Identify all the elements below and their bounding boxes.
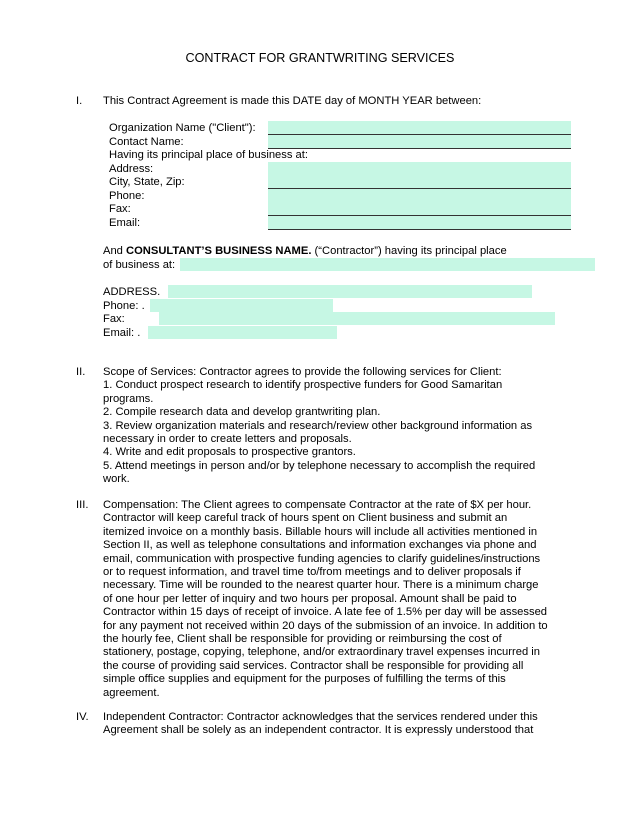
consultant-business-name: CONSULTANT’S BUSINESS NAME. — [126, 245, 312, 257]
client-address-field[interactable] — [268, 162, 571, 176]
consultant-business-place-field[interactable] — [180, 258, 595, 271]
client-city-state-zip-label: City, State, Zip: — [109, 176, 185, 188]
section-1-intro: This Contract Agreement is made this DATE day of MONTH YEAR between: — [103, 95, 482, 107]
section-3-line: agreement. — [103, 686, 160, 699]
contractor-address-label: ADDRESS. — [103, 286, 161, 298]
consultant-prefix: And — [103, 245, 127, 257]
section-2-line: 3. Review organization materials and research/review other background information as — [103, 419, 533, 432]
contractor-address-field[interactable] — [168, 285, 532, 298]
section-2-line: 5. Attend meetings in person and/or by telephone necessary to accomplish the required — [103, 459, 536, 472]
section-2-line: programs. — [103, 392, 154, 405]
section-4-line: Independent Contractor: Contractor acknowledges that the services rendered under this — [103, 711, 538, 723]
section-3-line: stationery, postage, copying, telephone, and/or extraordinary travel expenses incurred in — [103, 646, 540, 659]
consultant-business-place-label: of business at: — [103, 259, 176, 271]
section-4-line: Agreement shall be solely as an independent contractor. It is expressly understood that — [103, 724, 534, 737]
contractor-email-label: Email: . — [103, 326, 141, 339]
section-2-scope-of-services — [103, 366, 563, 487]
section-3-line: itemized invoice on a monthly basis. Billable hours will include all activities mentioned in — [103, 525, 538, 538]
client-contact-name-field[interactable] — [268, 135, 571, 149]
section-3-line: Compensation: The Client agrees to compensate Contractor at the rate of $X per hour. — [103, 499, 532, 511]
consultant-statement — [103, 245, 507, 258]
client-fax-field[interactable] — [268, 202, 571, 216]
section-2-line: 1. Conduct prospect research to identify prospective funders for Good Samaritan — [103, 379, 503, 392]
client-email-field[interactable] — [268, 216, 571, 230]
contractor-fax-field[interactable] — [159, 312, 555, 325]
section-3-line: Contractor will keep careful track of hours spent on Client business and submit an — [103, 512, 508, 525]
contractor-phone-label: Phone: . — [103, 299, 145, 312]
section-2-line: 4. Write and edit proposals to prospective grantors. — [103, 446, 356, 459]
section-3-line: the course of providing said services. Contractor shall be responsible for providing all — [103, 659, 524, 672]
section-3-number: III. — [76, 499, 89, 511]
section-2-number: II. — [76, 366, 86, 378]
section-1-number: I. — [76, 95, 83, 107]
client-fax-label: Fax: — [109, 203, 131, 215]
section-3-line: for any payment not received within 20 days of the submission of an invoice. In addition to — [103, 619, 548, 632]
section-3-line: or to request information, and travel time to/from meetings and to deliver proposals if — [103, 566, 521, 579]
section-3-line: necessary. Time will be rounded to the nearest quarter hour. There is a minimum charge — [103, 579, 539, 592]
section-2-line: work. — [103, 473, 130, 486]
section-3-line: simple office supplies and equipment for the purposes of fulfilling the terms of this — [103, 673, 506, 686]
contractor-fax-label: Fax: — [103, 313, 125, 325]
client-phone-label: Phone: — [109, 189, 145, 202]
client-address-label: Address: — [109, 162, 154, 175]
contractor-email-field[interactable] — [148, 326, 337, 339]
section-4-independent-contractor — [103, 711, 563, 738]
section-3-compensation — [103, 499, 563, 700]
section-3-line: Contractor within 15 days of receipt of invoice. A late fee of 1.5% per day will be assessed — [103, 606, 548, 619]
document-title: CONTRACT FOR GRANTWRITING SERVICES — [185, 51, 455, 65]
client-phone-field[interactable] — [268, 189, 571, 203]
client-contact-name-label: Contact Name: — [109, 135, 184, 148]
section-3-line: Section II, as well as telephone consultations and information exchanges via phone and — [103, 539, 537, 552]
section-2-line: 2. Compile research data and develop grantwriting plan. — [103, 406, 381, 419]
contractor-phone-field[interactable] — [150, 299, 333, 312]
client-org-name-label: Organization Name ("Client"): — [109, 122, 256, 134]
section-2-line: necessary in order to create letters and proposals. — [103, 433, 352, 446]
section-4-number: IV. — [76, 711, 89, 723]
section-2-line: Scope of Services: Contractor agrees to provide the following services for Client: — [103, 366, 502, 378]
client-org-name-field[interactable] — [268, 121, 571, 135]
section-3-line: the hourly fee, Client shall be responsible for providing or reimbursing the cost of — [103, 633, 502, 646]
section-3-line: of one hour per letter of inquiry and two hours per proposal. Amount shall be paid to — [103, 592, 517, 605]
section-3-line: email, communication with prospective funding agencies to clarify guidelines/instructions — [103, 552, 541, 565]
client-email-label: Email: — [109, 216, 141, 229]
consultant-suffix: (“Contractor”) having its principal place — [311, 245, 507, 257]
client-business-place-label: Having its principal place of business at: — [109, 149, 308, 161]
client-city-state-zip-field[interactable] — [268, 175, 571, 189]
